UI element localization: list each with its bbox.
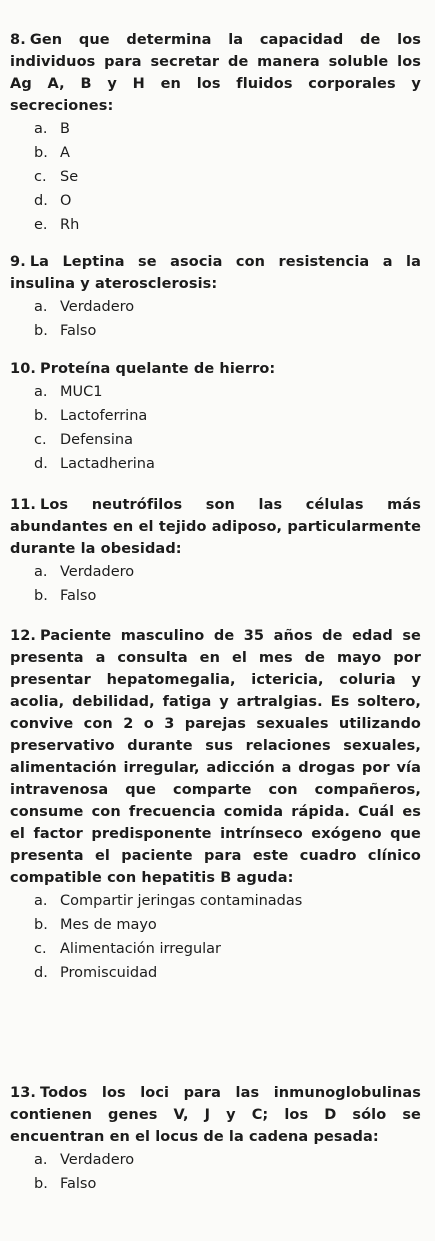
- question-body: Todos los loci para las inmunoglobulinas contienen genes V, J y C; los D sólo se encuentran en el locus de la cadena pesada:: [10, 1085, 421, 1145]
- option-letter: b.: [34, 588, 48, 604]
- question-text: [0, 494, 425, 560]
- option-text: Compartir jeringas contaminadas: [60, 893, 303, 909]
- option-letter: c.: [34, 432, 47, 448]
- option-a[interactable]: [34, 380, 425, 404]
- option-text: Promiscuidad: [60, 965, 158, 981]
- question-text: [0, 251, 425, 295]
- option-text: Falso: [60, 1176, 97, 1192]
- question-number: 12.: [10, 628, 36, 644]
- option-letter: d.: [34, 193, 48, 209]
- option-a[interactable]: [34, 295, 425, 319]
- option-letter: d.: [34, 965, 48, 981]
- option-d[interactable]: [34, 961, 425, 985]
- option-b[interactable]: [34, 584, 425, 608]
- option-text: Mes de mayo: [60, 917, 157, 933]
- options-list: [0, 380, 425, 476]
- option-letter: a.: [34, 384, 48, 400]
- option-text: Verdadero: [60, 564, 135, 580]
- option-b[interactable]: [34, 1172, 425, 1196]
- option-c[interactable]: [34, 937, 425, 961]
- question-number: 11.: [10, 497, 36, 513]
- question-body: Los neutrófilos son las células más abundantes en el tejido adiposo, particularmente durante la obesidad:: [10, 497, 421, 557]
- option-text: A: [60, 145, 70, 161]
- question-number: 8.: [10, 32, 26, 48]
- option-letter: a.: [34, 564, 48, 580]
- option-a[interactable]: [34, 889, 425, 913]
- option-text: Se: [60, 169, 79, 185]
- options-list: [0, 295, 425, 343]
- option-letter: d.: [34, 456, 48, 472]
- option-a[interactable]: [34, 117, 425, 141]
- option-letter: b.: [34, 408, 48, 424]
- question-text: [0, 625, 425, 889]
- question-10: [0, 358, 425, 476]
- question-13: [0, 1082, 425, 1196]
- option-text: Lactadherina: [60, 456, 155, 472]
- option-letter: c.: [34, 169, 47, 185]
- option-text: Verdadero: [60, 299, 135, 315]
- option-b[interactable]: [34, 913, 425, 937]
- question-text: [0, 358, 425, 380]
- option-b[interactable]: [34, 404, 425, 428]
- option-text: Lactoferrina: [60, 408, 148, 424]
- option-text: Rh: [60, 217, 80, 233]
- question-8: [0, 29, 425, 237]
- question-body: Paciente masculino de 35 años de edad se presenta a consulta en el mes de mayo por presentar hepatomegalia, ictericia, coluria y acolia, debilidad, fatiga y artralgias. Es soltero, convive con 2 o 3 parejas sexuales utilizando preservativo durante sus relaciones sexuales, alimentación irregular, adicción a drogas por vía intravenosa que comparte con compañeros, consume con frecuencia comida rápida. Cuál es el factor predisponente intrínseco exógeno que presenta el paciente para este cuadro clínico compatible con hepatitis B aguda:: [10, 628, 421, 886]
- question-number: 10.: [10, 361, 36, 377]
- option-b[interactable]: [34, 141, 425, 165]
- question-body: Gen que determina la capacidad de los individuos para secretar de manera soluble los Ag A, B y H en los fluidos corporales y secreciones:: [10, 32, 421, 114]
- option-c[interactable]: [34, 428, 425, 452]
- question-9: [0, 251, 425, 343]
- option-text: O: [60, 193, 72, 209]
- option-letter: b.: [34, 917, 48, 933]
- option-e[interactable]: [34, 213, 425, 237]
- options-list: [0, 117, 425, 237]
- option-a[interactable]: [34, 1148, 425, 1172]
- option-text: B: [60, 121, 70, 137]
- option-c[interactable]: [34, 165, 425, 189]
- options-list: [0, 560, 425, 608]
- option-letter: a.: [34, 893, 48, 909]
- option-text: Alimentación irregular: [60, 941, 222, 957]
- option-text: Verdadero: [60, 1152, 135, 1168]
- question-text: [0, 29, 425, 117]
- question-text: [0, 1082, 425, 1148]
- option-letter: a.: [34, 1152, 48, 1168]
- option-text: Defensina: [60, 432, 133, 448]
- option-d[interactable]: [34, 452, 425, 476]
- option-letter: b.: [34, 323, 48, 339]
- option-letter: e.: [34, 217, 48, 233]
- options-list: [0, 889, 425, 985]
- question-12: [0, 625, 425, 985]
- question-body: Proteína quelante de hierro:: [40, 361, 276, 377]
- question-number: 13.: [10, 1085, 36, 1101]
- option-letter: c.: [34, 941, 47, 957]
- option-text: Falso: [60, 588, 97, 604]
- options-list: [0, 1148, 425, 1196]
- option-letter: b.: [34, 145, 48, 161]
- option-a[interactable]: [34, 560, 425, 584]
- option-letter: a.: [34, 299, 48, 315]
- option-letter: a.: [34, 121, 48, 137]
- question-11: [0, 494, 425, 608]
- question-body: La Leptina se asocia con resistencia a la insulina y aterosclerosis:: [10, 254, 421, 292]
- option-text: Falso: [60, 323, 97, 339]
- question-number: 9.: [10, 254, 26, 270]
- option-b[interactable]: [34, 319, 425, 343]
- option-d[interactable]: [34, 189, 425, 213]
- option-letter: b.: [34, 1176, 48, 1192]
- option-text: MUC1: [60, 384, 103, 400]
